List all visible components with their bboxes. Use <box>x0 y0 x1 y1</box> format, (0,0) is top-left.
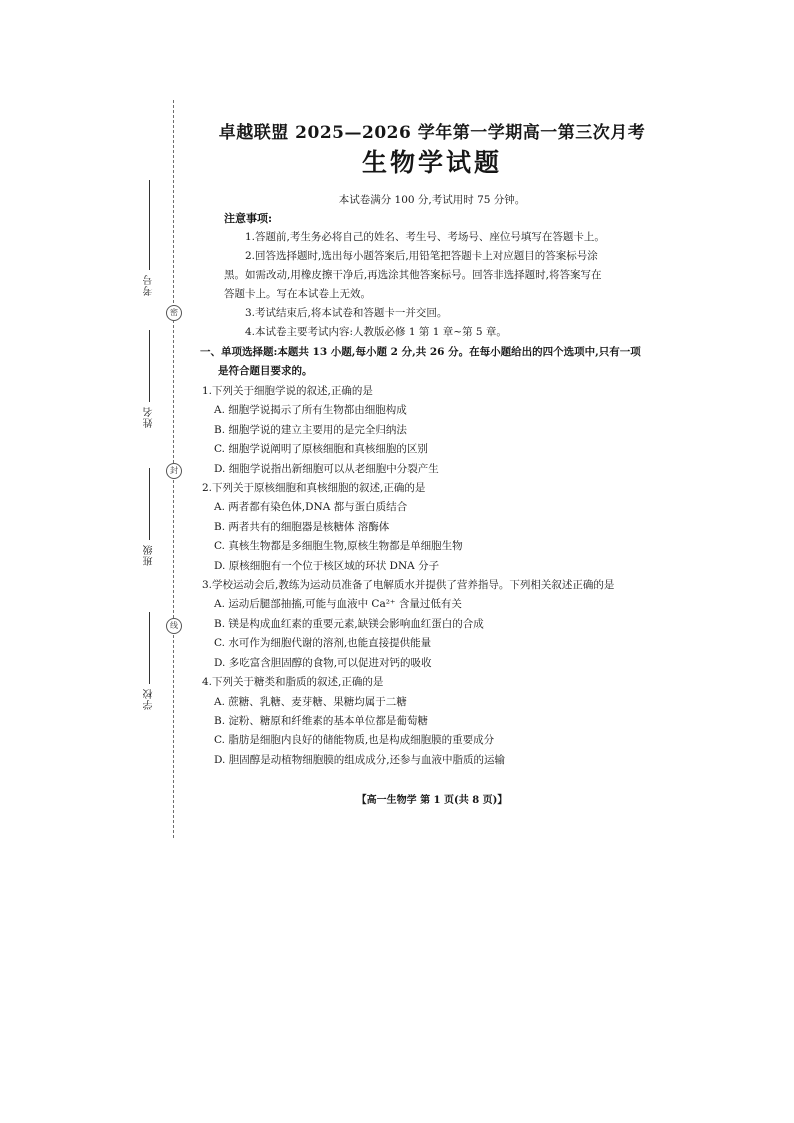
seal-mark-feng: 封 <box>166 463 182 479</box>
option-b: B. 镁是构成血红素的重要元素,缺镁会影响血红蛋白的合成 <box>214 617 484 630</box>
option-a: A. 细胞学说揭示了所有生物都由细胞构成 <box>214 404 407 417</box>
field-name-label: 姓名 <box>143 406 155 428</box>
question-2 <box>202 479 672 576</box>
option-b: B. 两者共有的细胞器是核糖体 溶酶体 <box>214 520 390 533</box>
notice-item-continued: 黑。如需改动,用橡皮擦干净后,再选涂其他答案标号。回答非选择题时,将答案写在 <box>224 269 602 281</box>
option-d: D. 细胞学说指出新细胞可以从老细胞中分裂产生 <box>214 462 439 475</box>
field-exam-number-label: 考号 <box>143 274 155 296</box>
notice-item: 1.答题前,考生务必将自己的姓名、考生号、考场号、座位号填写在答题卡上。 <box>245 231 605 243</box>
notice-heading: 注意事项: <box>224 212 273 225</box>
section-heading-line1: 一、单项选择题:本题共 13 小题,每小题 2 分,共 26 分。在每小题给出的四个选项中,只有一项 <box>200 346 641 358</box>
question-stem: 3.学校运动会后,教练为运动员准备了电解质水并提供了营养指导。下列相关叙述正确的是 <box>202 579 615 592</box>
option-a: A. 蔗糖、乳糖、麦芽糖、果糖均属于二糖 <box>214 695 407 708</box>
field-class-label: 班级 <box>143 544 155 566</box>
question-stem: 4.下列关于糖类和脂质的叙述,正确的是 <box>202 676 384 689</box>
question-3 <box>202 576 672 673</box>
notice-item-continued: 答题卡上。写在本试卷上无效。 <box>224 288 371 300</box>
section-heading-line2: 是符合题目要求的。 <box>218 365 313 377</box>
option-c: C. 水可作为细胞代谢的溶剂,也能直接提供能量 <box>214 637 432 650</box>
option-a: A. 两者都有染色体,DNA 都与蛋白质结合 <box>214 501 408 514</box>
field-school-label: 学校 <box>143 688 155 710</box>
field-class-line <box>149 468 150 540</box>
notice-item: 2.回答选择题时,选出每小题答案后,用铅笔把答题卡上对应题目的答案标号涂 <box>245 250 598 262</box>
subject-title: 生物学试题 <box>361 148 502 177</box>
notice-item: 4.本试卷主要考试内容:人教版必修 1 第 1 章~第 5 章。 <box>245 326 507 338</box>
option-c: C. 真核生物都是多细胞生物,原核生物都是单细胞生物 <box>214 540 463 553</box>
field-name-line <box>149 330 150 402</box>
notice-item: 3.考试结束后,将本试卷和答题卡一并交回。 <box>245 307 448 319</box>
section-heading <box>200 343 670 381</box>
option-d: D. 多吃富含胆固醇的食物,可以促进对钙的吸收 <box>214 656 432 669</box>
field-name <box>142 330 156 428</box>
question-stem: 1.下列关于细胞学说的叙述,正确的是 <box>202 385 373 397</box>
seal-mark-mi: 密 <box>166 305 182 321</box>
question-stem: 2.下列关于原核细胞和真核细胞的叙述,正确的是 <box>202 482 426 495</box>
option-b: B. 淀粉、糖原和纤维素的基本单位都是葡萄糖 <box>214 714 428 727</box>
question-4 <box>202 673 672 770</box>
field-school <box>142 612 156 710</box>
exam-title: 卓越联盟 2025—2026 学年第一学期高一第三次月考 <box>218 123 646 143</box>
field-school-line <box>149 612 150 684</box>
option-c: C. 细胞学说阐明了原核细胞和真核细胞的区别 <box>214 443 428 456</box>
question-list <box>202 382 672 770</box>
option-d: D. 胆固醇是动植物细胞膜的组成成分,还参与血液中脂质的运输 <box>214 753 506 766</box>
exam-meta: 本试卷满分 100 分,考试用时 75 分钟。 <box>338 194 526 206</box>
notice-block <box>224 209 664 342</box>
option-a: A. 运动后腿部抽搐,可能与血液中 Ca²⁺ 含量过低有关 <box>214 598 462 611</box>
page-footer: 【高一生物学 第 1 页(共 8 页)】 <box>356 795 508 806</box>
seal-mark-xian: 线 <box>166 618 182 634</box>
option-b: B. 细胞学说的建立主要用的是完全归纳法 <box>214 423 407 436</box>
option-d: D. 原核细胞有一个位于核区域的环状 DNA 分子 <box>214 559 440 572</box>
question-1 <box>202 382 672 479</box>
field-class <box>142 468 156 566</box>
option-c: C. 脂肪是细胞内良好的储能物质,也是构成细胞膜的重要成分 <box>214 734 495 747</box>
